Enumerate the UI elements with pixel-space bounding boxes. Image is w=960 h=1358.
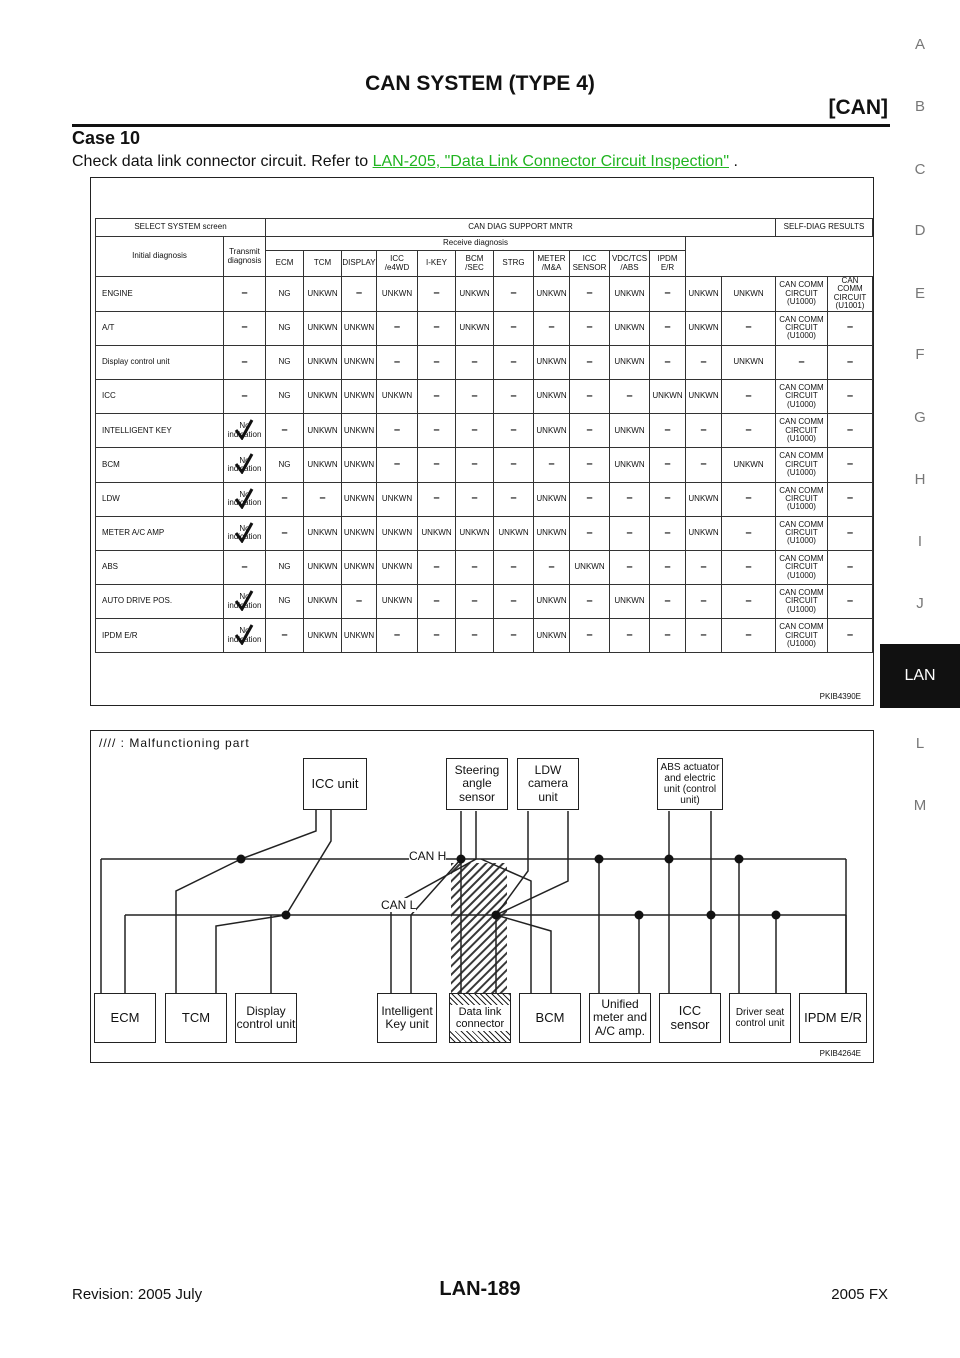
- diag-cell: UNKWN: [534, 414, 570, 448]
- receive-col-header: TCM: [304, 251, 342, 277]
- diag-cell: NG: [266, 585, 304, 619]
- diag-cell: UNKWN: [494, 516, 534, 550]
- diag-cell: –: [650, 311, 686, 345]
- diag-cell: –: [377, 414, 418, 448]
- self-diag-cell: –: [828, 311, 873, 345]
- diag-cell: –: [418, 277, 456, 312]
- diag-cell: –: [650, 482, 686, 516]
- diag-cell: –: [224, 311, 266, 345]
- receive-col-header: STRG: [494, 251, 534, 277]
- diag-cell: –: [456, 345, 494, 379]
- unified-meter-box: Unified meter and A/C amp.: [589, 993, 651, 1043]
- self-diag-cell: –: [828, 414, 873, 448]
- transmit-diagnosis-header: Transmit diagnosis: [224, 237, 266, 277]
- system-name: Display control unit: [96, 345, 224, 379]
- check-mark-icon: [234, 623, 254, 645]
- diag-cell: UNKWN: [456, 516, 494, 550]
- diag-cell: –: [266, 414, 304, 448]
- diag-cell: –: [650, 516, 686, 550]
- self-diag-cell: CAN COMM CIRCUIT (U1000): [776, 414, 828, 448]
- diag-cell: –: [686, 619, 722, 653]
- diag-cell: UNKWN: [342, 550, 377, 584]
- diag-cell: –: [650, 345, 686, 379]
- diag-cell: UNKWN: [342, 448, 377, 482]
- diag-cell: –: [266, 619, 304, 653]
- can-l-label: CAN L: [381, 898, 417, 912]
- diag-cell: UNKWN: [342, 516, 377, 550]
- self-diag-cell: –: [776, 345, 828, 379]
- diag-cell: –: [418, 550, 456, 584]
- diag-cell: –: [570, 345, 610, 379]
- malfunction-legend: //// : Malfunctioning part: [99, 736, 250, 750]
- side-tab-j[interactable]: J: [916, 595, 924, 612]
- diag-cell: –: [494, 482, 534, 516]
- diag-cell: UNKWN: [534, 516, 570, 550]
- table-row: [96, 311, 873, 345]
- diag-cell: –: [722, 414, 776, 448]
- header-rule: [72, 124, 890, 127]
- diag-cell: –: [377, 619, 418, 653]
- diag-cell: UNKWN: [304, 311, 342, 345]
- diag-cell: UNKWN: [534, 345, 570, 379]
- diag-cell: –: [722, 619, 776, 653]
- check-mark-icon: [234, 521, 254, 543]
- self-diag-cell: –: [828, 619, 873, 653]
- diag-cell: No indication: [224, 414, 266, 448]
- page-title: CAN SYSTEM (TYPE 4): [365, 72, 595, 95]
- diag-cell: –: [418, 414, 456, 448]
- diag-cell: UNKWN: [534, 277, 570, 312]
- side-tab-lan[interactable]: LAN: [880, 644, 960, 708]
- diag-cell: UNKWN: [418, 516, 456, 550]
- diag-cell: UNKWN: [722, 448, 776, 482]
- diag-cell: UNKWN: [534, 619, 570, 653]
- check-mark-icon: [234, 589, 254, 611]
- diag-cell: NG: [266, 311, 304, 345]
- icc-sensor-box: ICC sensor: [659, 993, 721, 1043]
- diag-cell: –: [342, 277, 377, 312]
- diag-cell: –: [722, 482, 776, 516]
- diag-cell: –: [650, 448, 686, 482]
- model-footer: 2005 FX: [831, 1286, 888, 1303]
- self-diag-cell: CAN COMM CIRCUIT (U1000): [776, 379, 828, 413]
- figure-id: PKIB4264E: [819, 1049, 861, 1058]
- ipdm-er-box: IPDM E/R: [799, 993, 867, 1043]
- side-tab-e[interactable]: E: [914, 285, 925, 302]
- table-row: [96, 516, 873, 550]
- diag-cell: –: [570, 379, 610, 413]
- diag-cell: –: [570, 414, 610, 448]
- diag-cell: UNKWN: [304, 550, 342, 584]
- diag-cell: UNKWN: [342, 482, 377, 516]
- diag-cell: UNKWN: [456, 311, 494, 345]
- diag-cell: UNKWN: [570, 550, 610, 584]
- diag-cell: –: [418, 482, 456, 516]
- diag-cell: –: [722, 585, 776, 619]
- diag-cell: –: [456, 550, 494, 584]
- system-name: LDW: [96, 482, 224, 516]
- diag-cell: –: [456, 482, 494, 516]
- diag-cell: –: [610, 516, 650, 550]
- diag-cell: NG: [266, 345, 304, 379]
- diag-cell: –: [456, 414, 494, 448]
- section-label: [CAN]: [828, 96, 888, 119]
- diag-cell: UNKWN: [342, 311, 377, 345]
- diag-cell: UNKWN: [304, 619, 342, 653]
- self-diag-cell: –: [828, 448, 873, 482]
- diag-cell: UNKWN: [342, 619, 377, 653]
- ldw-camera-unit-box: LDW camera unit: [517, 758, 579, 810]
- diag-cell: No indication: [224, 516, 266, 550]
- check-mark-icon: [234, 418, 254, 440]
- table-row: [96, 448, 873, 482]
- diag-cell: UNKWN: [610, 345, 650, 379]
- diag-cell: –: [418, 379, 456, 413]
- receive-col-header: DISPLAY: [342, 251, 377, 277]
- table-row: [96, 482, 873, 516]
- side-tab-f[interactable]: F: [915, 346, 925, 363]
- diag-cell: –: [494, 345, 534, 379]
- can-circuit-figure: [90, 730, 874, 1063]
- diag-cell: No indication: [224, 585, 266, 619]
- diag-cell: –: [377, 448, 418, 482]
- diag-cell: –: [610, 482, 650, 516]
- diag-cell: UNKWN: [304, 277, 342, 312]
- side-tab-i[interactable]: I: [917, 533, 923, 550]
- steering-angle-sensor-box: Steering angle sensor: [446, 758, 508, 810]
- diag-cell: UNKWN: [304, 345, 342, 379]
- table-row: [96, 619, 873, 653]
- diag-cell: UNKWN: [304, 585, 342, 619]
- display-control-unit-box: Display control unit: [235, 993, 297, 1043]
- diag-cell: UNKWN: [377, 482, 418, 516]
- diag-cell: –: [266, 482, 304, 516]
- self-diag-cell: –: [828, 516, 873, 550]
- diag-cell: –: [418, 448, 456, 482]
- diag-cell: –: [650, 585, 686, 619]
- self-diag-header: SELF-DIAG RESULTS: [776, 219, 873, 237]
- diag-cell: UNKWN: [534, 585, 570, 619]
- diag-cell: –: [494, 414, 534, 448]
- can-h-label: CAN H: [409, 849, 447, 863]
- side-tab-c[interactable]: C: [914, 161, 926, 178]
- diag-cell: UNKWN: [377, 585, 418, 619]
- diag-cell: –: [494, 379, 534, 413]
- diag-cell: –: [304, 482, 342, 516]
- diag-cell: UNKWN: [610, 311, 650, 345]
- diag-cell: UNKWN: [377, 516, 418, 550]
- diag-cell: UNKWN: [342, 414, 377, 448]
- diag-cell: UNKWN: [377, 277, 418, 312]
- diag-cell: –: [686, 414, 722, 448]
- receive-col-header: I-KEY: [418, 251, 456, 277]
- diag-cell: –: [456, 585, 494, 619]
- self-diag-cell: –: [828, 585, 873, 619]
- diagnosis-table-figure: [90, 177, 874, 706]
- diag-cell: UNKWN: [304, 448, 342, 482]
- diag-cell: UNKWN: [342, 345, 377, 379]
- diag-cell: –: [722, 311, 776, 345]
- diag-cell: –: [570, 277, 610, 312]
- diag-cell: UNKWN: [377, 379, 418, 413]
- diag-cell: –: [494, 448, 534, 482]
- diag-cell: –: [722, 379, 776, 413]
- diag-cell: UNKWN: [722, 345, 776, 379]
- self-diag-cell: CAN COMM CIRCUIT (U1000): [776, 585, 828, 619]
- diag-cell: UNKWN: [534, 482, 570, 516]
- diag-cell: –: [494, 550, 534, 584]
- diag-cell: –: [650, 619, 686, 653]
- icc-unit-box: ICC unit: [303, 758, 367, 810]
- diag-cell: No indication: [224, 482, 266, 516]
- diag-cell: –: [722, 550, 776, 584]
- diag-cell: –: [570, 585, 610, 619]
- diag-cell: –: [686, 585, 722, 619]
- self-diag-cell: CAN COMM CIRCUIT (U1000): [776, 277, 828, 312]
- diag-cell: –: [570, 516, 610, 550]
- diag-cell: UNKWN: [686, 482, 722, 516]
- diag-cell: –: [224, 550, 266, 584]
- case-heading: Case 10: [72, 128, 141, 148]
- diag-cell: –: [534, 448, 570, 482]
- tcm-box: TCM: [165, 993, 227, 1043]
- system-name: A/T: [96, 311, 224, 345]
- diag-cell: –: [456, 379, 494, 413]
- diag-cell: No indication: [224, 619, 266, 653]
- diag-cell: –: [494, 619, 534, 653]
- diag-cell: NG: [266, 550, 304, 584]
- figure-id: PKIB4390E: [819, 692, 861, 701]
- diag-cell: –: [650, 414, 686, 448]
- diag-cell: UNKWN: [304, 414, 342, 448]
- diag-cell: UNKWN: [610, 414, 650, 448]
- diag-cell: –: [418, 311, 456, 345]
- receive-col-header: VDC/TCS /ABS: [610, 251, 650, 277]
- system-name: IPDM E/R: [96, 619, 224, 653]
- page-number: LAN-189: [439, 1278, 521, 1300]
- check-mark-icon: [234, 487, 254, 509]
- instruction-prefix: Check data link connector circuit. Refer to: [72, 153, 373, 170]
- diag-cell: UNKWN: [610, 585, 650, 619]
- diag-cell: –: [722, 516, 776, 550]
- diag-cell: UNKWN: [456, 277, 494, 312]
- table-row: [96, 550, 873, 584]
- self-diag-cell: CAN COMM CIRCUIT (U1000): [776, 516, 828, 550]
- data-link-connector-box: [449, 993, 511, 1043]
- diagnosis-table: [95, 218, 873, 653]
- self-diag-cell: –: [828, 345, 873, 379]
- self-diag-cell: –: [828, 482, 873, 516]
- diag-cell: –: [456, 619, 494, 653]
- table-row: [96, 379, 873, 413]
- diag-cell: UNKWN: [377, 550, 418, 584]
- side-tab-h[interactable]: H: [914, 471, 926, 488]
- diag-cell: UNKWN: [534, 379, 570, 413]
- initial-diagnosis-header: Initial diagnosis: [96, 237, 224, 277]
- system-name: ICC: [96, 379, 224, 413]
- diag-cell: –: [650, 277, 686, 312]
- table-row: [96, 585, 873, 619]
- diag-cell: –: [342, 585, 377, 619]
- table-row: [96, 414, 873, 448]
- diag-cell: –: [456, 448, 494, 482]
- side-tab-a[interactable]: A: [914, 36, 925, 53]
- check-mark-icon: [234, 452, 254, 474]
- select-system-header: SELECT SYSTEM screen: [96, 219, 266, 237]
- diag-cell: UNKWN: [610, 277, 650, 312]
- self-diag-cell: CAN COMM CIRCUIT (U1000): [776, 448, 828, 482]
- diag-cell: NG: [266, 277, 304, 312]
- diag-cell: –: [570, 448, 610, 482]
- system-name: ENGINE: [96, 277, 224, 312]
- system-name: BCM: [96, 448, 224, 482]
- system-name: INTELLIGENT KEY: [96, 414, 224, 448]
- table-row: [96, 277, 873, 312]
- diag-cell: UNKWN: [304, 379, 342, 413]
- diag-cell: UNKWN: [686, 311, 722, 345]
- diag-cell: –: [650, 550, 686, 584]
- side-tab-b[interactable]: B: [914, 98, 925, 115]
- bcm-box: BCM: [519, 993, 581, 1043]
- driver-seat-control-unit-box: Driver seat control unit: [729, 993, 791, 1043]
- instruction-text: [72, 153, 738, 171]
- diag-cell: –: [610, 550, 650, 584]
- diag-cell: –: [418, 619, 456, 653]
- self-diag-cell: CAN COMM CIRCUIT (U1001): [828, 277, 873, 312]
- receive-col-header: METER /M&A: [534, 251, 570, 277]
- diag-cell: –: [686, 345, 722, 379]
- receive-col-header: IPDM E/R: [650, 251, 686, 277]
- self-diag-cell: CAN COMM CIRCUIT (U1000): [776, 311, 828, 345]
- diag-cell: NG: [266, 379, 304, 413]
- diag-cell: –: [418, 585, 456, 619]
- system-name: METER A/C AMP: [96, 516, 224, 550]
- receive-col-header: ICC SENSOR: [570, 251, 610, 277]
- revision-footer: Revision: 2005 July: [72, 1286, 203, 1303]
- diag-cell: –: [494, 311, 534, 345]
- self-diag-cell: –: [828, 379, 873, 413]
- diag-cell: –: [610, 379, 650, 413]
- ecm-box: ECM: [94, 993, 156, 1043]
- diag-cell: UNKWN: [342, 379, 377, 413]
- diag-cell: UNKWN: [610, 448, 650, 482]
- abs-actuator-box: ABS actuator and electric unit (control unit): [657, 758, 723, 810]
- diag-cell: –: [224, 379, 266, 413]
- receive-col-header: ECM: [266, 251, 304, 277]
- side-tab-g[interactable]: G: [914, 409, 926, 426]
- diag-cell: –: [570, 311, 610, 345]
- receive-col-header: BCM /SEC: [456, 251, 494, 277]
- self-diag-cell: –: [828, 550, 873, 584]
- self-diag-cell: CAN COMM CIRCUIT (U1000): [776, 482, 828, 516]
- side-tab-d[interactable]: D: [914, 222, 926, 239]
- intelligent-key-unit-box: Intelligent Key unit: [377, 993, 437, 1043]
- diag-cell: –: [266, 516, 304, 550]
- diag-cell: –: [686, 448, 722, 482]
- diag-cell: –: [570, 619, 610, 653]
- reference-link[interactable]: LAN-205, "Data Link Connector Circuit Inspection": [372, 153, 729, 170]
- diag-cell: UNKWN: [650, 379, 686, 413]
- diag-cell: –: [377, 311, 418, 345]
- diag-cell: UNKWN: [722, 277, 776, 312]
- instruction-suffix: .: [729, 153, 738, 170]
- table-row: [96, 345, 873, 379]
- diag-cell: –: [494, 277, 534, 312]
- diag-cell: UNKWN: [686, 379, 722, 413]
- diag-cell: –: [570, 482, 610, 516]
- diag-cell: UNKWN: [686, 277, 722, 312]
- system-name: ABS: [96, 550, 224, 584]
- support-monitor-header: CAN DIAG SUPPORT MNTR: [266, 219, 776, 237]
- diag-cell: No indication: [224, 448, 266, 482]
- diag-cell: –: [377, 345, 418, 379]
- diag-cell: –: [534, 550, 570, 584]
- self-diag-cell: CAN COMM CIRCUIT (U1000): [776, 550, 828, 584]
- data-link-connector-label: Data link connector: [450, 1005, 510, 1031]
- receive-diagnosis-header: Receive diagnosis: [266, 237, 686, 251]
- diag-cell: –: [610, 619, 650, 653]
- self-diag-cell: CAN COMM CIRCUIT (U1000): [776, 619, 828, 653]
- diag-cell: –: [534, 311, 570, 345]
- diag-cell: –: [686, 550, 722, 584]
- diag-cell: –: [224, 277, 266, 312]
- diag-cell: NG: [266, 448, 304, 482]
- diag-cell: –: [418, 345, 456, 379]
- diag-cell: –: [494, 585, 534, 619]
- side-tab-l[interactable]: L: [915, 735, 925, 752]
- diag-cell: –: [224, 345, 266, 379]
- receive-col-header: ICC /e4WD: [377, 251, 418, 277]
- diag-cell: UNKWN: [304, 516, 342, 550]
- side-tab-m[interactable]: M: [913, 797, 927, 814]
- system-name: AUTO DRIVE POS.: [96, 585, 224, 619]
- diag-cell: UNKWN: [686, 516, 722, 550]
